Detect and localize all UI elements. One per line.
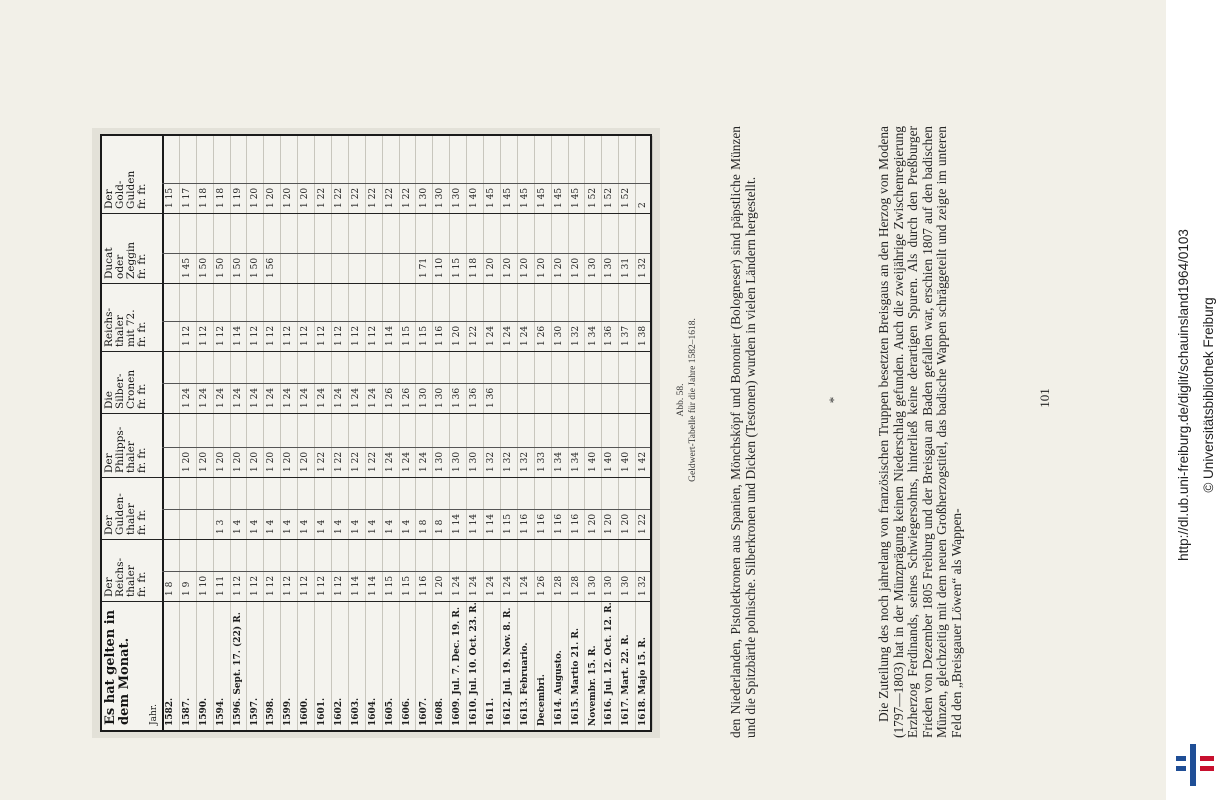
table-cell: 1 34 [570,451,581,472]
table-cell: 1 22 [638,513,649,534]
table-cell: 2 [638,202,649,208]
table-cell: 1 34 [587,325,598,346]
subcolumn-divider [162,253,650,254]
table-cell: 1 45 [570,187,581,208]
table-row [466,136,484,730]
table-cell: 1 37 [621,325,632,346]
table-cell: 1 24 [452,575,463,596]
column-divider [102,539,650,540]
table-cell: 1 22 [350,187,361,208]
table-cell: 1 20 [604,513,615,534]
table-cell: 1 20 [300,187,311,208]
table-cell: 1 15 [503,513,513,534]
table-cell: 1 30 [435,451,446,472]
table-cell: 1 12 [334,325,344,346]
column-divider [102,351,650,352]
subcolumn-divider [162,447,650,448]
table-cell: 1 12 [300,325,311,346]
table-cell: 1 20 [266,187,277,208]
row-date: 1612. Jul. 19. Nov. 8. R. [503,607,513,726]
table-cell [162,286,179,346]
row-date: 1618. Majo 15. R. [638,637,649,726]
row-date: 1599. [283,697,294,726]
table-row [314,136,332,730]
table-cell: 1 40 [604,451,615,472]
table-row [331,136,349,730]
table-cell: 1 12 [249,575,260,596]
subcolumn-divider [162,509,650,510]
table-cell: 1 30 [587,257,598,278]
table-cell [280,216,297,278]
table-cell: 1 16 [435,325,446,346]
row-date: 1587. [181,697,192,726]
table-cell: 1 24 [232,387,243,408]
table-cell: 1 12 [300,575,311,596]
table-cell: 1 20 [215,451,226,472]
table-cell: 1 28 [553,575,564,596]
row-date: 1608. [435,697,446,726]
table-cell: 1 24 [519,325,530,346]
table-cell: 1 20 [553,257,564,278]
table-cell: 1 15 [401,325,412,346]
row-date: 1594. [215,697,226,726]
table-cell: 1 12 [249,325,260,346]
table-cell: 1 16 [519,513,530,534]
table-cell: 1 12 [317,575,328,596]
year-label: Jahr. [149,704,159,725]
table-cell: 1 14 [469,513,480,534]
table-cell: 1 32 [570,325,581,346]
table-row [297,136,315,730]
ducat-column-header: Ducat oder Zeggin fr. fr. [103,241,148,279]
table-cell: 1 34 [553,451,564,472]
table-cell: 1 20 [587,513,598,534]
table-cell: 1 24 [266,387,277,408]
table-row [280,136,298,730]
table-cell [551,354,568,408]
table-cell [314,216,331,278]
table-cell: 1 4 [367,519,378,534]
table-cell: 1 18 [469,257,480,278]
table-cell: 1 20 [486,257,497,278]
table-cell: 1 20 [232,451,243,472]
row-date: Novembr. 15. R. [587,645,598,726]
table-cell: 1 10 [198,575,209,596]
table-cell: 1 50 [249,257,260,278]
table-cell: 1 33 [536,451,547,472]
table-cell: 1 22 [350,451,361,472]
philippsthaler-column-header: Der Philipps- thaler fr. fr. [103,426,148,473]
table-cell: 1 16 [553,513,564,534]
table-cell: 1 20 [249,451,260,472]
table-row [348,136,366,730]
table-cell: 1 32 [503,451,513,472]
table-cell: 1 24 [181,387,192,408]
table-cell: 1 20 [283,187,294,208]
row-date: 1601. [317,697,328,726]
row-date: 1615. Martio 21. R. [570,628,581,726]
table-cell: 1 31 [621,257,632,278]
figure-number: Abb. 58. [676,383,686,417]
table-cell: 1 26 [536,575,547,596]
table-row [500,136,518,730]
table-row [263,136,281,730]
table-row [551,136,569,730]
table-row [365,136,383,730]
row-date: 1606. [401,697,412,726]
table-row [449,136,467,730]
table-cell: 1 26 [384,387,395,408]
table-cell: 1 20 [621,513,632,534]
column-divider [102,283,650,284]
table-cell: 1 24 [350,387,361,408]
table-cell: 1 22 [367,187,378,208]
table-cell: 1 52 [604,187,615,208]
row-date: 1602. [334,697,344,726]
table-cell: 1 4 [266,519,277,534]
row-date: 1603. [350,697,361,726]
table-cell: 1 26 [536,325,547,346]
table-cell: 1 52 [621,187,632,208]
table-cell: 1 4 [317,519,328,534]
table-cell: 1 8 [435,519,446,534]
table-cell: 1 12 [367,325,378,346]
table-cell: 1 22 [384,187,395,208]
row-date: 1613. Februario. [519,642,530,726]
table-cell: 1 14 [452,513,463,534]
table-row [601,136,619,730]
table-cell [348,216,365,278]
subcolumn-divider [162,321,650,322]
table-cell: 1 22 [469,325,480,346]
table-cell [162,480,179,534]
table-cell: 1 11 [215,575,226,596]
column-divider [102,601,650,602]
table-row [213,136,231,730]
table-cell: 1 30 [418,387,429,408]
table-cell: 1 20 [570,257,581,278]
table-cell: 1 20 [503,257,513,278]
table-cell [162,216,179,278]
table-cell: 1 30 [418,187,429,208]
table-cell [568,354,585,408]
table-body [162,136,650,730]
table-cell: 1 16 [536,513,547,534]
table-cell: 1 4 [350,519,361,534]
table-cell: 1 32 [486,451,497,472]
table-cell: 1 20 [452,325,463,346]
table-cell: 1 30 [435,187,446,208]
table-cell [517,354,534,408]
guldenthaler-column-header: Der Gulden- thaler fr. fr. [103,493,148,535]
table-cell: 1 36 [604,325,615,346]
table-cell [399,216,416,278]
table-row [196,136,214,730]
table-cell: 1 36 [486,387,497,408]
table-cell: 1 28 [570,575,581,596]
table-cell [196,480,213,534]
table-cell: 1 24 [503,575,513,596]
table-cell: 1 30 [604,257,615,278]
table-header [102,136,164,730]
table-cell: 1 32 [638,257,649,278]
table-cell: 1 45 [553,187,564,208]
table-cell: 1 20 [283,451,294,472]
table-cell [618,354,635,408]
table-row [432,136,450,730]
table-cell: 1 30 [452,451,463,472]
row-date: 1598. [266,697,277,726]
table-cell: 1 18 [215,187,226,208]
table-cell: 1 12 [266,325,277,346]
table-cell: 1 36 [469,387,480,408]
table-cell: 1 12 [215,325,226,346]
table-cell: 1 22 [334,451,344,472]
row-date: 1600. [300,697,311,726]
table-cell [365,216,382,278]
table-cell [162,354,179,408]
subcolumn-divider [162,571,650,572]
table-cell: 1 4 [401,519,412,534]
subcolumn-divider [162,383,650,384]
table-cell: 1 24 [317,387,328,408]
table-cell: 1 20 [435,575,446,596]
table-row [635,136,653,730]
table-cell: 1 52 [587,187,598,208]
table-cell: 1 40 [621,451,632,472]
table-cell: 1 4 [283,519,294,534]
table-cell: 1 19 [232,187,243,208]
table-row [568,136,586,730]
row-date: 1617. Mart. 22. R. [621,634,632,726]
table-cell: 1 20 [266,451,277,472]
table-cell: 1 16 [418,575,429,596]
table-cell: 1 24 [198,387,209,408]
table-cell [601,354,618,408]
body-paragraph: den Niederlanden, Pistoletkronen aus Spanien, Mönchsköpf und Bononier (Bologneser) sind päpstliche Münzen und die Spitzbärtle polnische. Silberkronen und Dicken (Testonen) wurden in vielen Ländern hergestellt. [728,126,758,738]
reichsthaler-column-header: Der Reichs- thaler fr. fr. [103,557,148,597]
row-date: 1614. Augusto. [553,650,564,726]
table-cell: 1 16 [570,513,581,534]
row-date: 1605. [384,697,395,726]
table-cell [162,416,179,472]
copyright-notice: © Universitätsbibliothek Freiburg [1201,297,1216,493]
table-cell: 1 20 [181,451,192,472]
table-cell: 1 36 [452,387,463,408]
table-row [230,136,248,730]
table-cell: 1 32 [638,575,649,596]
table-cell: 1 38 [638,325,649,346]
row-date: 1582. [165,697,175,726]
table-cell: 1 14 [486,513,497,534]
column-divider [102,413,650,414]
table-cell: 1 12 [266,575,277,596]
section-separator: * [826,396,841,404]
column-divider [102,213,650,214]
table-cell: 1 45 [519,187,530,208]
body-paragraph: Die Zuteilung des noch jahrelang von französischen Truppen besetzten Breisgaus an den Herzog von Modena (1797—1803) hat in der Münzprägung keinen Niederschlag gefunden. Auch die zweijährige Zwischenregierung Erzherzog Ferdinands, seines Schwiegersohns, hinterließ keine derartigen Spuren. Als durch den Preßburger Frieden von Dezember 1805 Freiburg und der Breisgau an Baden gefallen war, erschien 1807 auf den badischen Münzen, gleichzeitig mit dem neuen Großherzogstitel, das badische Wappen schräggeteilt und zeigte im unteren Feld den „Breisgauer Löwen“ als Wappen- [876,126,964,738]
table-cell [179,480,196,534]
table-row [162,136,180,730]
table-cell: 1 22 [317,451,328,472]
table-cell: 1 20 [198,451,209,472]
table-cell: 1 40 [469,187,480,208]
table-cell: 1 30 [587,575,598,596]
table-cell: 1 45 [503,187,513,208]
table-cell: 1 15 [452,257,463,278]
row-date: 1607. [418,697,429,726]
table-cell: 1 22 [401,187,412,208]
table-cell: 1 12 [350,325,361,346]
table-cell: 1 14 [384,325,395,346]
table-cell [297,216,314,278]
table-cell: 1 30 [469,451,480,472]
silberkronen-column-header: Die Silber- Cronen fr. fr. [103,369,148,409]
table-cell: 1 22 [367,451,378,472]
table-cell: 1 9 [181,581,192,596]
table-cell: 1 20 [300,451,311,472]
goldgulden-column-header: Der Gold- Gulden fr. fr. [103,170,148,209]
row-date: Decembri. [536,674,547,726]
row-date: 1616. Jul. 12. Oct. 12. R. [604,602,615,726]
table-cell: 1 20 [536,257,547,278]
table-cell: 1 24 [503,325,513,346]
table-cell: 1 26 [401,387,412,408]
table-cell: 1 12 [232,575,243,596]
table-cell: 1 45 [486,187,497,208]
table-cell: 1 14 [367,575,378,596]
table-cell: 1 24 [486,325,497,346]
table-row [399,136,417,730]
table-cell: 1 20 [249,187,260,208]
table-cell: 1 40 [587,451,598,472]
table-cell: 1 71 [418,257,429,278]
table-cell: 1 4 [384,519,395,534]
table-cell: 1 42 [638,451,649,472]
table-cell: 1 32 [519,451,530,472]
table-cell: 1 12 [283,575,294,596]
row-date: 1597. [249,697,260,726]
table-row [534,136,552,730]
table-cell: 1 50 [198,257,209,278]
reichsthaler-72-column-header: Reichs- thaler mit 72. fr. fr. [103,307,148,347]
table-cell: 1 3 [215,519,226,534]
money-value-table [100,134,652,732]
table-cell: 1 45 [536,187,547,208]
table-cell: 1 12 [198,325,209,346]
table-cell: 1 8 [418,519,429,534]
table-cell: 1 4 [249,519,260,534]
figure-caption: Geldwert-Tabelle für die Jahre 1582–1618. [688,318,698,482]
table-cell: 1 24 [519,575,530,596]
table-cell: 1 30 [435,387,446,408]
table-cell [534,354,551,408]
table-cell: 1 15 [418,325,429,346]
table-cell: 1 12 [317,325,328,346]
table-cell: 1 24 [367,387,378,408]
table-cell: 1 12 [283,325,294,346]
table-cell: 1 15 [384,575,395,596]
table-cell: 1 24 [401,451,412,472]
table-cell: 1 24 [249,387,260,408]
table-row [517,136,535,730]
table-cell: 1 12 [181,325,192,346]
table-cell [635,354,652,408]
table-row [483,136,501,730]
table-row [247,136,265,730]
table-figure [92,128,660,738]
table-cell: 1 4 [334,519,344,534]
table-cell: 1 24 [486,575,497,596]
source-url-link[interactable]: http://dl.ub.uni-freiburg.de/diglit/schauinsland1964/0103 [1176,229,1191,561]
table-cell: 1 22 [317,187,328,208]
table-cell: 1 4 [232,519,243,534]
table-cell: 1 15 [165,187,175,208]
row-date: 1611. [486,697,497,726]
table-cell: 1 4 [300,519,311,534]
month-column-header: Es hat gelten in dem Monat. [103,609,132,725]
table-row [382,136,400,730]
table-cell: 1 24 [300,387,311,408]
table-cell: 1 24 [469,575,480,596]
table-cell: 1 20 [519,257,530,278]
table-cell: 1 8 [165,581,175,596]
table-row [618,136,636,730]
table-cell: 1 45 [181,257,192,278]
table-cell: 1 56 [266,257,277,278]
table-cell: 1 30 [553,325,564,346]
table-cell: 1 15 [401,575,412,596]
row-date: 1590. [198,697,209,726]
library-logo-icon [1176,744,1218,786]
table-cell: 1 24 [334,387,344,408]
table-cell: 1 30 [621,575,632,596]
table-cell [331,216,348,278]
table-cell: 1 50 [215,257,226,278]
table-row [585,136,603,730]
row-date: 1609. Jul. 7. Dec. 19. R. [452,606,463,726]
table-cell: 1 18 [198,187,209,208]
table-cell: 1 14 [350,575,361,596]
page-number: 101 [1037,388,1052,408]
table-cell: 1 24 [384,451,395,472]
table-cell: 1 14 [232,325,243,346]
table-cell [585,354,602,408]
table-cell: 1 10 [435,257,446,278]
table-cell: 1 24 [283,387,294,408]
table-cell: 1 30 [452,187,463,208]
column-divider [102,477,650,478]
row-date: 1610. Jul. 10. Oct. 23. R. [469,602,480,726]
table-cell: 1 24 [418,451,429,472]
row-date: 1596. Sept. 17. (22) R. [232,612,243,726]
table-row [416,136,434,730]
table-cell [500,354,517,408]
row-date: 1604. [367,697,378,726]
table-cell: 1 22 [334,187,344,208]
table-cell: 1 24 [215,387,226,408]
subcolumn-divider [162,183,650,184]
table-cell [382,216,399,278]
table-cell: 1 17 [181,187,192,208]
table-cell: 1 30 [604,575,615,596]
table-cell: 1 12 [334,575,344,596]
table-cell: 1 50 [232,257,243,278]
table-row [179,136,197,730]
